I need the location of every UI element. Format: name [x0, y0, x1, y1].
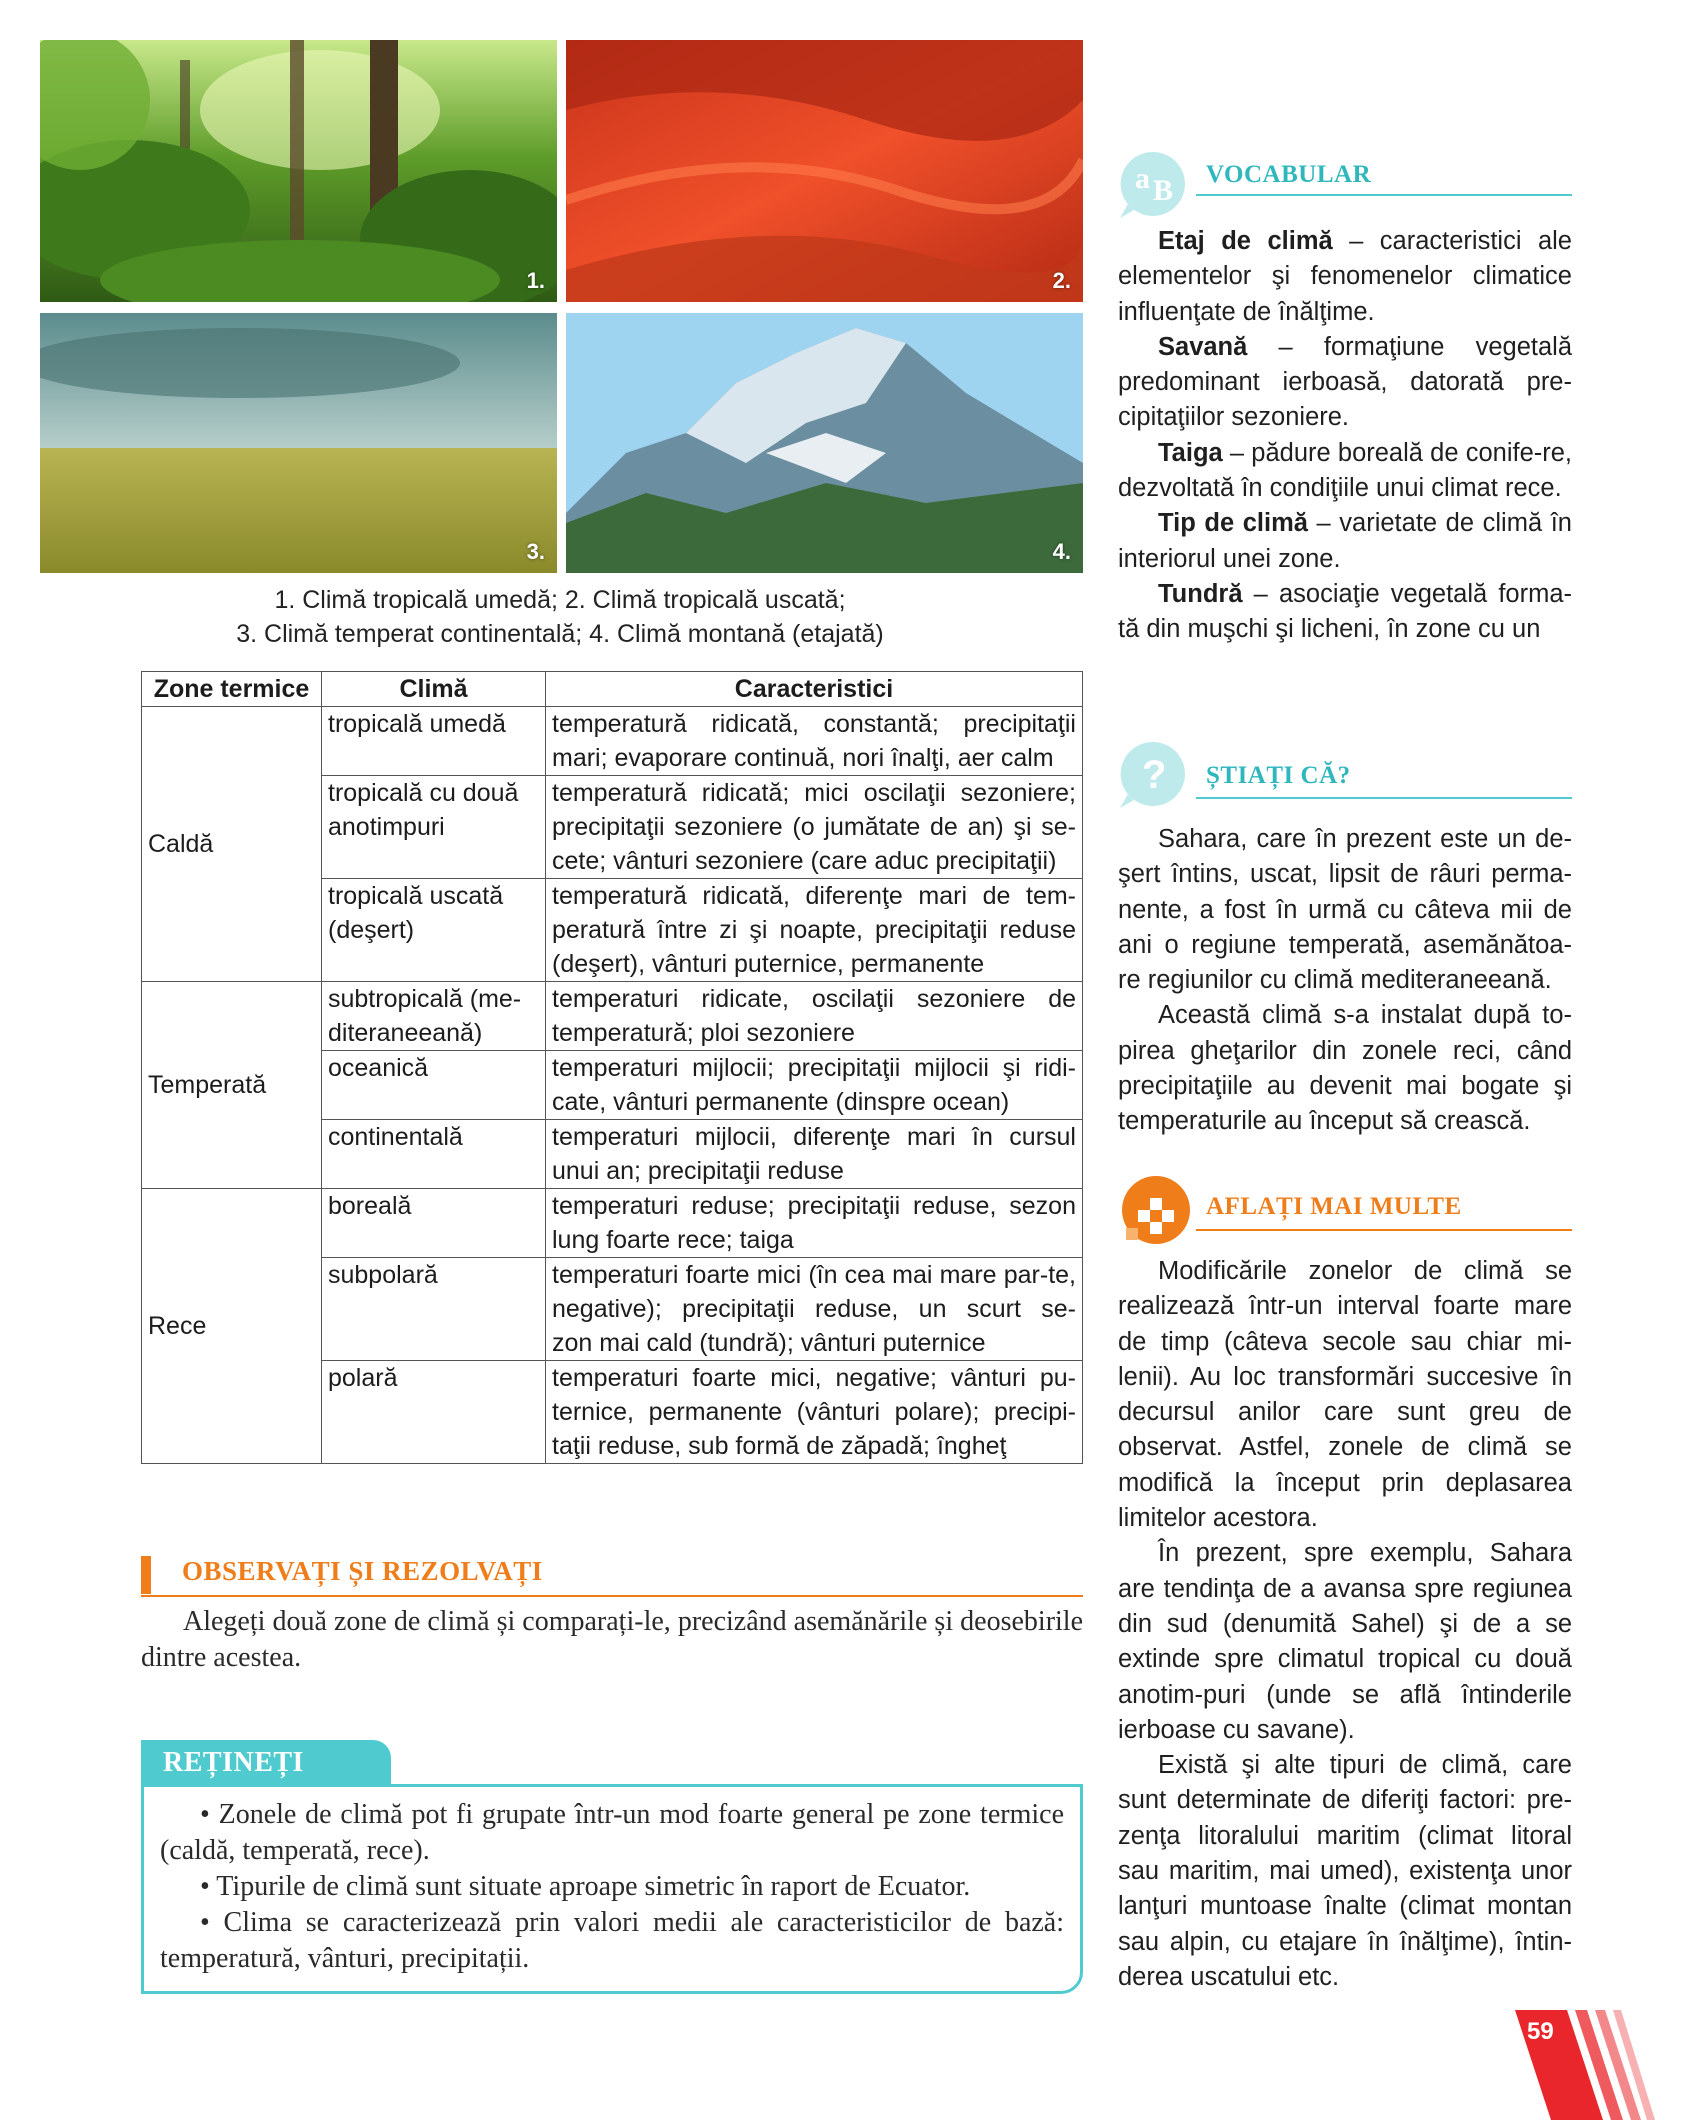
header-zone: Zone termice — [142, 672, 322, 707]
photo-caption-line-2: 3. Climă temperat continentală; 4. Climă montană (etajată) — [236, 620, 884, 648]
stiati-title: ȘTIAȚI CĂ? — [1206, 762, 1351, 789]
retineti-bullet: • Clima se caracterizează prin valori medii ale caracteristicilor de bază: temperatură, vânturi, precipitații. — [160, 1907, 1064, 1974]
page-number: 59 — [1527, 2018, 1554, 2045]
table-row — [142, 982, 1083, 1051]
table-header-row — [142, 672, 1083, 707]
photo-steppe — [40, 313, 557, 573]
characteristics-cell: temperatură ridicată, diferenţe mari de tem-peratură între zi şi noapte, precipitaţii reduse (deşert), vânturi puternice, permanente — [546, 879, 1083, 982]
retineti-box — [141, 1784, 1083, 1994]
stiati-paragraph: Sahara, care în prezent este un de-şert întins, uscat, lipsit de râuri perma-nente, a fost în urmă cu câteva mii de ani o regiune temperată, asemănătoa-re regiunilor cu climă mediteraneeană. — [1118, 825, 1572, 995]
svg-text:a: a — [1135, 162, 1150, 195]
svg-text:?: ? — [1142, 753, 1167, 797]
stiati-text — [1118, 822, 1572, 1140]
stiati-paragraph: Această climă s-a instalat după to-pirea gheţarilor din zonele reci, când precipitaţiile au devenit mai bogate şi temperaturile au început să crească. — [1118, 1001, 1572, 1136]
vocab-entry: Tip de climă – varietate de climă în interiorul unei zone. — [1118, 509, 1572, 573]
zone-rece: Rece — [142, 1189, 322, 1464]
vocab-entry: Savană – formaţiune vegetală predominant ierboasă, datorată pre-cipitaţiilor sezoniere. — [1118, 332, 1572, 432]
characteristics-cell: temperatură ridicată, constantă; precipitaţii mari; evaporare continuă, nori înalţi, aer calm — [546, 707, 1083, 776]
vocab-entry: Tundră – asociaţie vegetală forma-tă din muşchi şi licheni, în zone cu un — [1118, 579, 1572, 644]
zone-calda: Caldă — [142, 707, 322, 982]
characteristics-cell: temperatură ridicată; mici oscilaţii sezoniere; precipitaţii sezoniere (o jumătate de an) şi se- cete; vânturi sezoniere (care aduc precipitaţii) — [546, 776, 1083, 879]
retineti-bullet: • Tipurile de climă sunt situate aproape simetric în raport de Ecuator. — [200, 1871, 971, 1902]
table-row — [142, 707, 1083, 776]
puzzle-icon — [1116, 1172, 1196, 1252]
stiati-rule — [1196, 797, 1572, 799]
retineti-title: REȚINEȚI — [163, 1747, 304, 1778]
observati-text: Alegeți două zone de climă și comparați-le, precizând asemănările și deosebirile dintre acestea. — [141, 1606, 1083, 1673]
aflati-paragraph: Există şi alte tipuri de climă, care sunt determinate de diferiţi factori: pre-zenţa litoralului maritim (climat litoral sau maritim, mai umed), existenţa unor lanţuri muntoase înalte (climat montan sau alpin, cu etajare în înălţime), întin-derea uscatului etc. — [1118, 1751, 1572, 1991]
clima-cell: boreală — [322, 1189, 546, 1258]
retineti-tab — [141, 1740, 391, 1786]
retineti-bullet: • Zonele de climă pot fi grupate într-un mod foarte general pe zone termice (caldă, temperată, rece). — [160, 1799, 1064, 1866]
aflati-title: AFLAȚI MAI MULTE — [1206, 1193, 1462, 1220]
header-clima: Climă — [322, 672, 546, 707]
aflati-paragraph: Modificările zonelor de climă se realizează într-un interval foarte mare de timp (câteva secole sau chiar mi-lenii). Au loc transformări succesive în decursul anilor care sunt greu de observat. Astfel, zonele de climă se modifică la început prin deplasarea limitelor acestora. — [1118, 1257, 1572, 1533]
aflati-rule — [1196, 1229, 1572, 1231]
photo-tropical-forest — [40, 40, 557, 302]
characteristics-cell: temperaturi mijlocii, diferenţe mari în cursul unui an; precipitaţii reduse — [546, 1120, 1083, 1189]
photo-number: 3. — [526, 539, 545, 564]
question-icon — [1118, 738, 1190, 810]
characteristics-cell: temperaturi foarte mici (în cea mai mare par-te, negative); precipitaţii reduse, un scurt se- zon mai cald (tundră); vânturi puternice — [546, 1258, 1083, 1361]
aflati-text — [1118, 1254, 1572, 1995]
photo-number: 4. — [1052, 539, 1071, 564]
characteristics-cell: temperaturi reduse; precipitaţii reduse, sezon lung foarte rece; taiga — [546, 1189, 1083, 1258]
svg-text:B: B — [1153, 174, 1174, 207]
header-characteristics: Caracteristici — [546, 672, 1083, 707]
clima-cell: tropicală uscată (deşert) — [322, 879, 546, 982]
vocabular-rule — [1196, 194, 1572, 196]
photo-caption-line-1: 1. Climă tropicală umedă; 2. Climă tropicală uscată; — [274, 586, 846, 614]
vocab-entry: Taiga – pădure boreală de conife-re, dezvoltată în condiţiile unui climat rece. — [1118, 438, 1572, 503]
aflati-paragraph: În prezent, spre exemplu, Sahara are tendinţa de a avansa spre regiunea din sud (denumită Sahel) şi de a se extinde spre climatul tropical cu două anotim-puri (unde se află întinderile ierboase cu savane). — [1118, 1539, 1572, 1744]
observati-rule — [141, 1595, 1083, 1597]
observati-title: OBSERVAȚI ȘI REZOLVAȚI — [182, 1556, 543, 1586]
zone-temperata: Temperată — [142, 982, 322, 1189]
photo-mountain — [566, 313, 1083, 573]
page-number-badge — [1515, 2010, 1655, 2120]
climate-table — [141, 671, 1083, 1464]
vocabular-title: VOCABULAR — [1206, 161, 1372, 188]
vocabular-icon — [1118, 148, 1190, 220]
clima-cell: continentală — [322, 1120, 546, 1189]
clima-cell: oceanică — [322, 1051, 546, 1120]
clima-cell: tropicală cu două anotimpuri — [322, 776, 546, 879]
clima-cell: subtropicală (me-diteraneeană) — [322, 982, 546, 1051]
characteristics-cell: temperaturi ridicate, oscilaţii sezoniere de temperatură; ploi sezoniere — [546, 982, 1083, 1051]
observati-marker — [141, 1556, 151, 1594]
vocab-entry: Etaj de climă – caracteristici ale elementelor şi fenomenelor climatice influenţate de înălţime. — [1118, 227, 1572, 326]
clima-cell: tropicală umedă — [322, 707, 546, 776]
photo-number: 1. — [526, 268, 545, 293]
characteristics-cell: temperaturi mijlocii; precipitaţii mijlocii şi ridi- cate, vânturi permanente (dinspre ocean) — [546, 1051, 1083, 1120]
table-row — [142, 1189, 1083, 1258]
characteristics-cell: temperaturi foarte mici, negative; vânturi pu-ternice, permanente (vânturi polare); precipi- taţii reduse, sub formă de zăpadă; îngheţ — [546, 1361, 1083, 1464]
clima-cell: polară — [322, 1361, 546, 1464]
photo-number: 2. — [1052, 268, 1071, 293]
clima-cell: subpolară — [322, 1258, 546, 1361]
photo-desert — [566, 40, 1083, 302]
vocabular-entries — [1118, 224, 1572, 648]
